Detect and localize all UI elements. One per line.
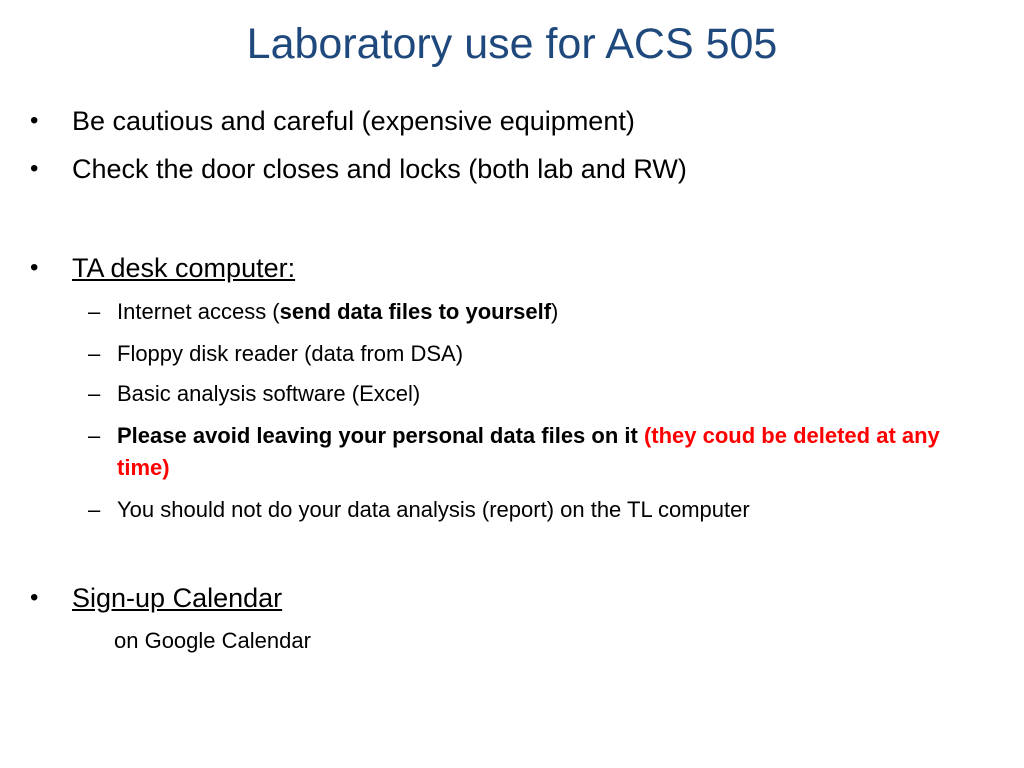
sub-dash: – [88,423,101,448]
calendar-note: on Google Calendar [114,628,311,653]
sub-dash: – [88,341,101,366]
bullet-text: Be cautious and careful (expensive equipment) [72,106,635,136]
bullet-text: Check the door closes and locks (both lab and RW) [72,154,687,184]
bullet-dot: • [30,155,39,182]
bullet-dot: • [30,107,39,134]
sub-text [117,296,997,328]
sub-text-warning: (they coud be deleted at any time) [117,423,940,480]
sub-text-part: ) [551,299,559,324]
bullet-text-ta-desk: TA desk computer: [72,253,296,283]
bullet-text-signup: Sign-up Calendar [72,583,283,613]
bullet-dot: • [30,254,39,281]
sub-text [117,420,997,484]
sub-text-bold: Please avoid leaving your personal data files on it [117,423,644,448]
sub-text-part: Internet access ( [117,299,280,324]
sub-dash: – [88,381,101,406]
bullet-dot: • [30,584,39,611]
slide-title: Laboratory use for ACS 505 [246,20,778,68]
sub-text: Basic analysis software (Excel) [117,381,421,406]
sub-dash: – [88,299,101,324]
sub-text-bold: send data files to yourself [279,299,552,324]
sub-text: Floppy disk reader (data from DSA) [117,341,464,366]
sub-dash: – [88,497,101,522]
sub-text: You should not do your data analysis (report) on the TL computer [117,497,750,522]
